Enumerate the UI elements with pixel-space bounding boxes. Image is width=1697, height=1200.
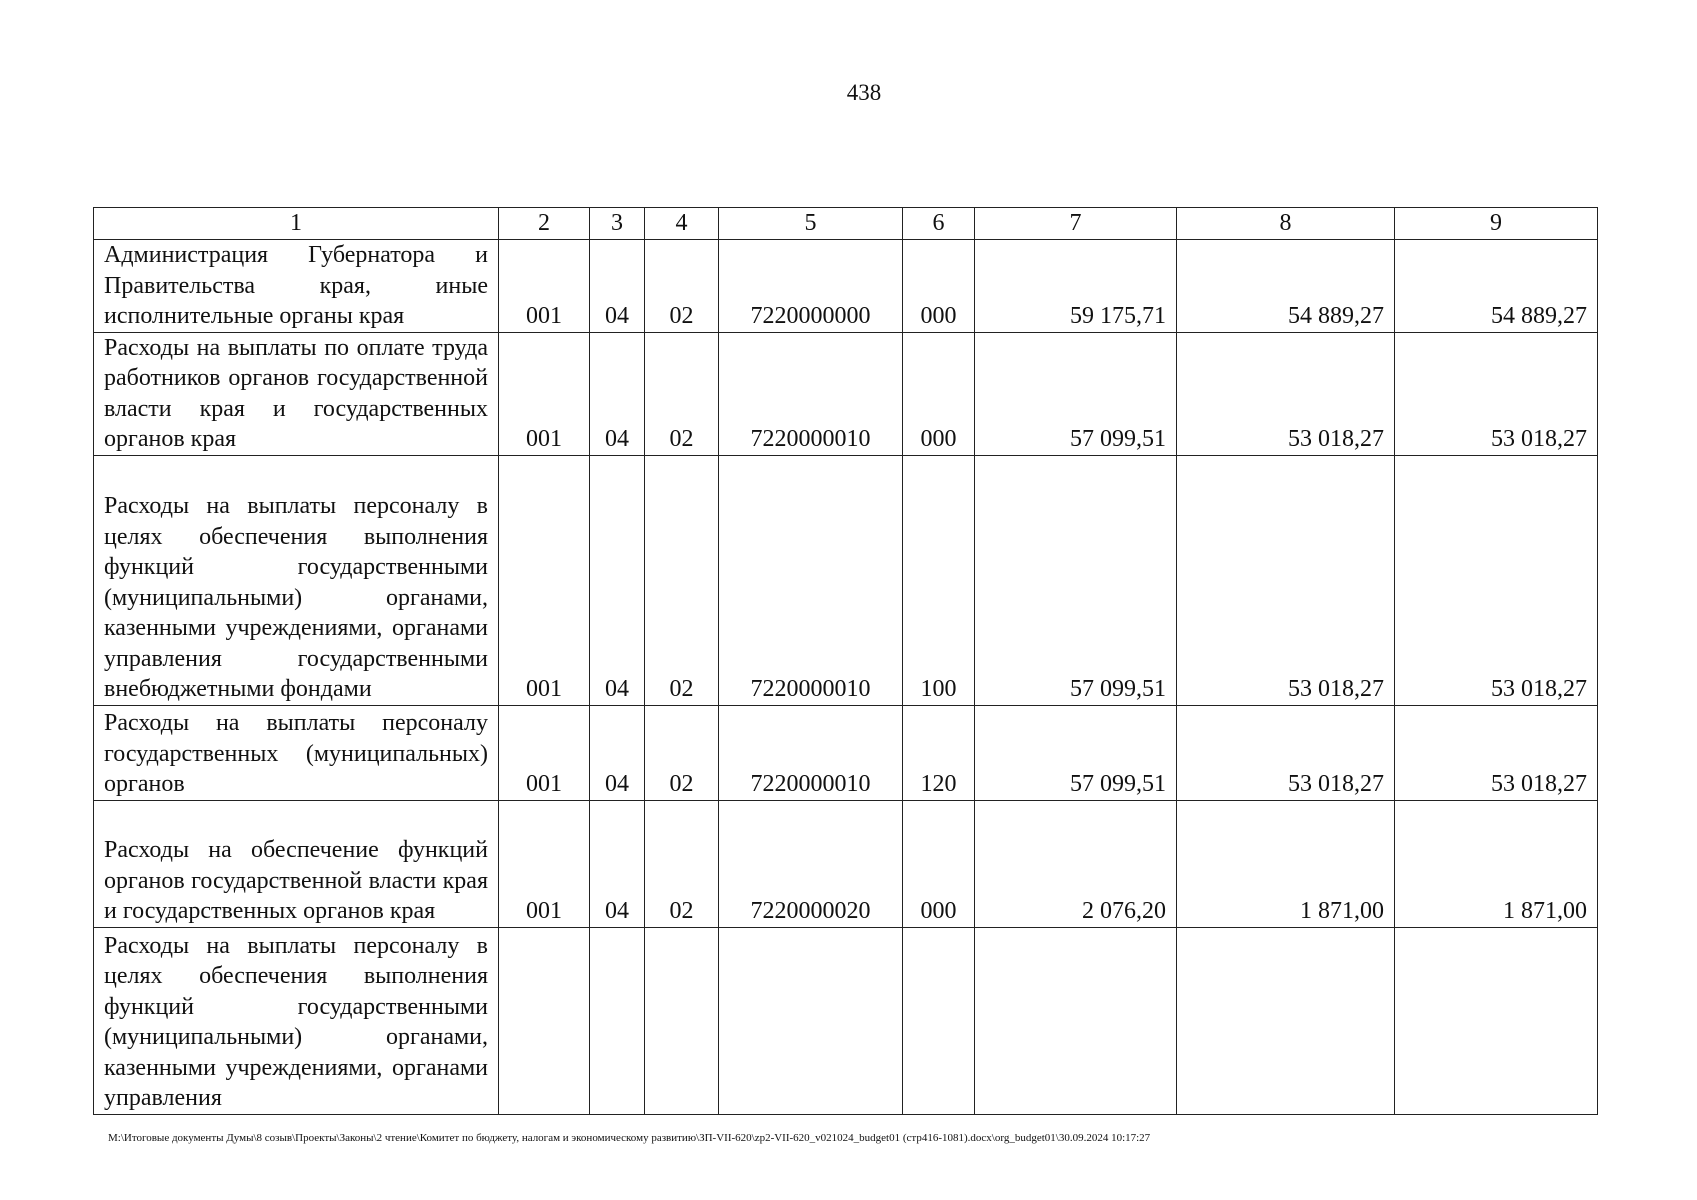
row-name: Администрация Губернатора и Правительства края, иные исполнительные органы края bbox=[94, 240, 499, 333]
column-header: 8 bbox=[1177, 208, 1395, 240]
cell-c3: 04 bbox=[590, 800, 645, 927]
cell-c7 bbox=[975, 927, 1177, 1114]
cell-c7: 57 099,51 bbox=[975, 705, 1177, 800]
cell-c4: 02 bbox=[645, 705, 719, 800]
table-row bbox=[94, 455, 1598, 705]
page-number: 438 bbox=[846, 80, 882, 105]
cell-c9: 53 018,27 bbox=[1395, 332, 1598, 455]
cell-c2: 001 bbox=[499, 240, 590, 333]
table-header-row bbox=[94, 208, 1598, 240]
cell-c4: 02 bbox=[645, 800, 719, 927]
column-header: 2 bbox=[499, 208, 590, 240]
column-header: 7 bbox=[975, 208, 1177, 240]
cell-c5: 7220000010 bbox=[719, 332, 903, 455]
cell-c6 bbox=[903, 927, 975, 1114]
cell-c9: 53 018,27 bbox=[1395, 455, 1598, 705]
cell-c7: 59 175,71 bbox=[975, 240, 1177, 333]
cell-c2: 001 bbox=[499, 705, 590, 800]
cell-c6: 000 bbox=[903, 332, 975, 455]
row-name: Расходы на обеспечение функций органов государственной власти края и государственных органов края bbox=[94, 800, 499, 927]
cell-c8: 53 018,27 bbox=[1177, 705, 1395, 800]
cell-c4: 02 bbox=[645, 332, 719, 455]
row-name: Расходы на выплаты персоналу в целях обеспечения выполнения функций государственными (муниципальными) органами, казенными учреждениями, органами управления bbox=[94, 927, 499, 1114]
cell-c4: 02 bbox=[645, 455, 719, 705]
table-row bbox=[94, 927, 1598, 1114]
budget-table bbox=[93, 207, 1598, 1115]
cell-c2: 001 bbox=[499, 332, 590, 455]
column-header: 5 bbox=[719, 208, 903, 240]
cell-c3: 04 bbox=[590, 332, 645, 455]
cell-c3: 04 bbox=[590, 455, 645, 705]
cell-c6: 100 bbox=[903, 455, 975, 705]
column-header: 6 bbox=[903, 208, 975, 240]
cell-c6: 000 bbox=[903, 800, 975, 927]
cell-c8: 54 889,27 bbox=[1177, 240, 1395, 333]
cell-c8 bbox=[1177, 927, 1395, 1114]
cell-c3: 04 bbox=[590, 705, 645, 800]
cell-c9 bbox=[1395, 927, 1598, 1114]
row-name: Расходы на выплаты по оплате труда работников органов государственной власти края и государственных органов края bbox=[94, 332, 499, 455]
cell-c3: 04 bbox=[590, 240, 645, 333]
row-name: Расходы на выплаты персоналу в целях обеспечения выполнения функций государственными (муниципальными) органами, казенными учреждениями, органами управления государственными внебюджетными фондами bbox=[94, 455, 499, 705]
cell-c9: 54 889,27 bbox=[1395, 240, 1598, 333]
cell-c7: 57 099,51 bbox=[975, 332, 1177, 455]
cell-c9: 1 871,00 bbox=[1395, 800, 1598, 927]
cell-c8: 53 018,27 bbox=[1177, 332, 1395, 455]
row-name: Расходы на выплаты персоналу государственных (муниципальных) органов bbox=[94, 705, 499, 800]
table-row bbox=[94, 800, 1598, 927]
column-header: 9 bbox=[1395, 208, 1598, 240]
cell-c2: 001 bbox=[499, 800, 590, 927]
cell-c3 bbox=[590, 927, 645, 1114]
cell-c4 bbox=[645, 927, 719, 1114]
cell-c5: 7220000010 bbox=[719, 455, 903, 705]
column-header: 3 bbox=[590, 208, 645, 240]
cell-c6: 120 bbox=[903, 705, 975, 800]
cell-c2: 001 bbox=[499, 455, 590, 705]
cell-c5: 7220000000 bbox=[719, 240, 903, 333]
cell-c8: 53 018,27 bbox=[1177, 455, 1395, 705]
column-header: 1 bbox=[94, 208, 499, 240]
cell-c8: 1 871,00 bbox=[1177, 800, 1395, 927]
table-row bbox=[94, 705, 1598, 800]
cell-c6: 000 bbox=[903, 240, 975, 333]
footer-file-path: M:\Итоговые документы Думы\8 созыв\Проекты\Законы\2 чтение\Комитет по бюджету, налогам и экономическому развитию\ЗП-VII-620\zp2-VII-620_v021024_budget01 (стр416-1081).docx\org_budget01\30.09.2024 10:17:27 bbox=[108, 1132, 1151, 1144]
cell-c4: 02 bbox=[645, 240, 719, 333]
cell-c9: 53 018,27 bbox=[1395, 705, 1598, 800]
column-header: 4 bbox=[645, 208, 719, 240]
cell-c5: 7220000020 bbox=[719, 800, 903, 927]
table-row bbox=[94, 332, 1598, 455]
cell-c2 bbox=[499, 927, 590, 1114]
cell-c5 bbox=[719, 927, 903, 1114]
cell-c7: 57 099,51 bbox=[975, 455, 1177, 705]
cell-c5: 7220000010 bbox=[719, 705, 903, 800]
table-row bbox=[94, 240, 1598, 333]
cell-c7: 2 076,20 bbox=[975, 800, 1177, 927]
